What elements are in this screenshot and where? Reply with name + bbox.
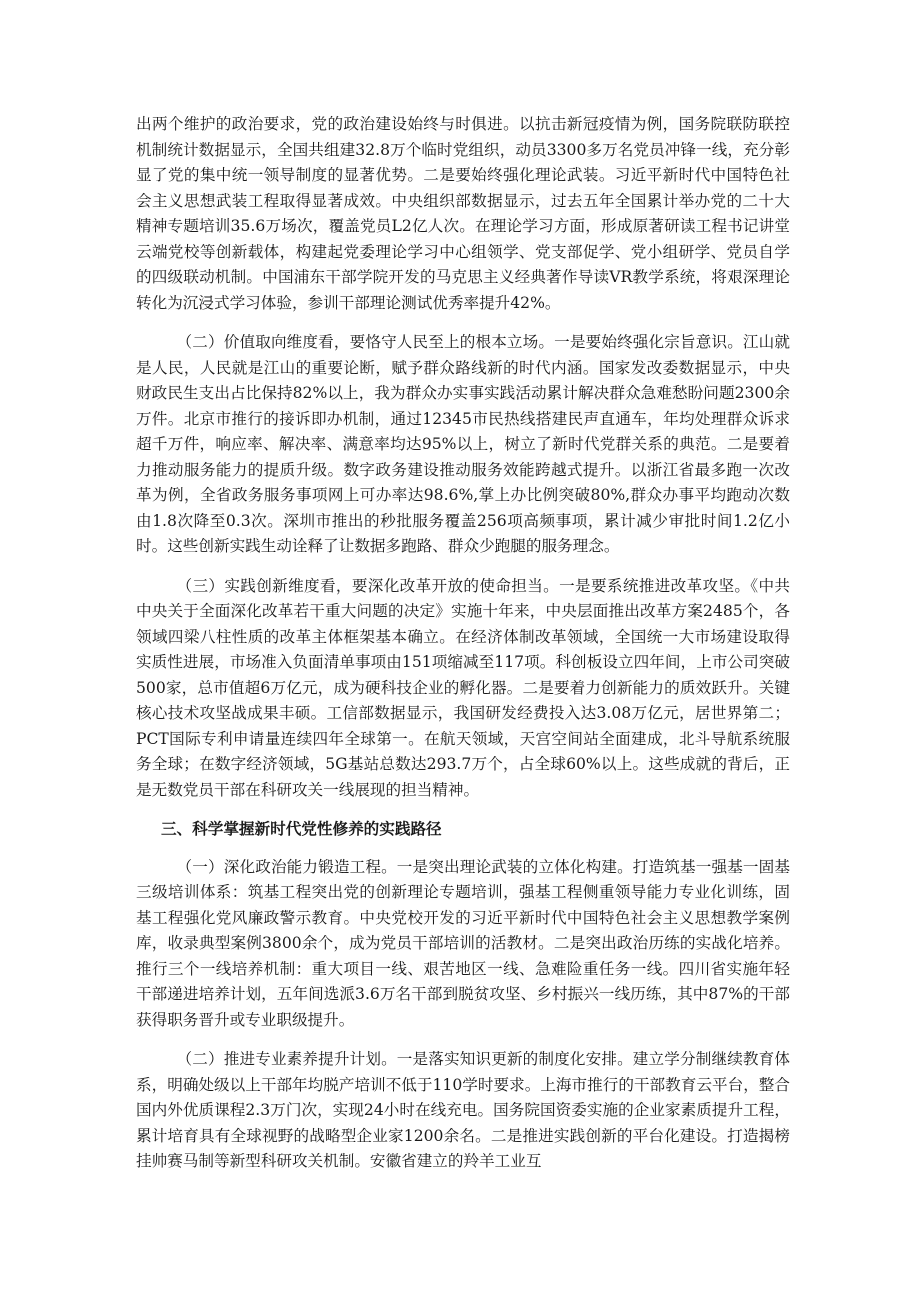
paragraph-professional-quality: （二）推进专业素养提升计划。一是落实知识更新的制度化安排。建立学分制继续教育体系，明确处级以上干部年均脱产培训不低于110学时要求。上海市推行的干部教育云平台，整合国内外优质课程2.3万门次，实现24小时在线充电。国务院国资委实施的企业家素质提升工程，累计培育具有全球视野的战略型企业家1200余名。二是推进实践创新的平台化建设。打造揭榜挂帅赛马制等新型科研攻关机制。安徽省建立的羚羊工业互 [136, 1050, 790, 1170]
section-heading: 三、科学掌握新时代党性修养的实践路径 [160, 820, 442, 838]
paragraph-continued: 出两个维护的政治要求，党的政治建设始终与时俱进。以抗击新冠疫情为例，国务院联防联控机制统计数据显示，全国共组建32.8万个临时党组织，动员3300多万名党员冲锋一线，充分彰显了党的集中统一领导制度的显著优势。二是要始终强化理论武装。习近平新时代中国特色社会主义思想武装工程取得显著成效。中央组织部数据显示，过去五年全国累计举办党的二十大精神专题培训35.6万场次，覆盖党员L2亿人次。在理论学习方面，形成原著研读工程书记讲堂云端党校等创新载体，构建起党委理论学习中心组领学、党支部促学、党小组研学、党员自学的四级联动机制。中国浦东干部学院开发的马克思主义经典著作导读VR教学系统，将艰深理论转化为沉浸式学习体验，参训干部理论测试优秀率提升42%。 [136, 115, 790, 312]
paragraph-practice-innovation: （三）实践创新维度看，要深化改革开放的使命担当。一是要系统推进改革攻坚。《中共中央关于全面深化改革若干重大问题的决定》实施十年来，中央层面推出改革方案2485个，各领域四梁八柱性质的改革主体框架基本确立。在经济体制改革领域，全国统一大市场建设取得实质性进展，市场准入负面清单事项由151项缩减至117项。科创板设立四年间，上市公司突破500家，总市值超6万亿元，成为硬科技企业的孵化器。二是要着力创新能力的质效跃升。关键核心技术攻坚战成果丰硕。工信部数据显示，我国研发经费投入达3.08万亿元，居世界第二；PCT国际专利申请量连续四年全球第一。在航天领域，天宫空间站全面建成，北斗导航系统服务全球；在数字经济领域，5G基站总数达293.7万个，占全球60%以上。这些成就的背后，正是无数党员干部在科研攻关一线展现的担当精神。 [136, 576, 790, 799]
paragraph-political-ability: （一）深化政治能力锻造工程。一是突出理论武装的立体化构建。打造筑基一强基一固基三级培训体系：筑基工程突出党的创新理论专题培训，强基工程侧重领导能力专业化训练，固基工程强化党风廉政警示教育。中央党校开发的习近平新时代中国特色社会主义思想教学案例库，收录典型案例3800余个，成为党员干部培训的活教材。二是突出政治历练的实战化培养。推行三个一线培养机制：重大项目一线、艰苦地区一线、急难险重任务一线。四川省实施年轻干部递进培养计划，五年间选派3.6万名干部到脱贫攻坚、乡村振兴一线历练，其中87%的干部获得职务晋升或专业职级提升。 [136, 857, 790, 1029]
paragraph-value-orientation: （二）价值取向维度看，要恪守人民至上的根本立场。一是要始终强化宗旨意识。江山就是人民，人民就是江山的重要论断，赋予群众路线新的时代内涵。国家发改委数据显示，中央财政民生支出占比保持82%以上，我为群众办实事实践活动累计解决群众急难愁盼问题2300余万件。北京市推行的接诉即办机制，通过12345市民热线搭建民声直通车，年均处理群众诉求超千万件，响应率、解决率、满意率均达95%以上，树立了新时代党群关系的典范。二是要着力推动服务能力的提质升级。数字政务建设推动服务效能跨越式提升。以浙江省最多跑一次改革为例，全省政务服务事项网上可办率达98.6%,掌上办比例突破80%,群众办事平均跑动次数由1.8次降至0.3次。深圳市推出的秒批服务覆盖256项高频事项，累计减少审批时间1.2亿小时。这些创新实践生动诠释了让数据多跑路、群众少跑腿的服务理念。 [136, 333, 790, 555]
document-body [136, 112, 790, 1189]
